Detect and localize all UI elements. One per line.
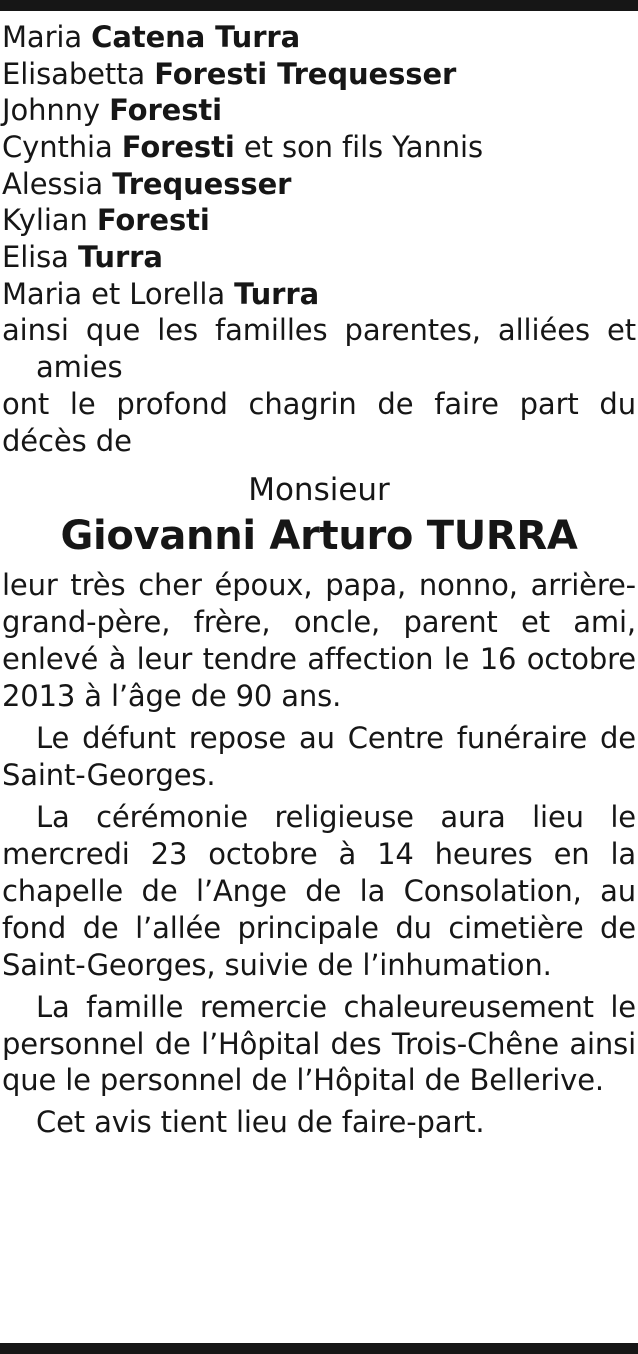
- honorific: Monsieur: [248, 471, 390, 508]
- list-item: [2, 239, 636, 276]
- relation-paragraph: leur très cher époux, papa, nonno, arrière-grand-père, frère, oncle, parent et ami, enlevé à leur tendre affection le 16 octobre 2013 à l’âge de 90 ans.: [2, 567, 636, 713]
- list-item: [2, 166, 636, 203]
- survivor-first-name: Maria: [2, 20, 92, 54]
- announcement-line: ont le profond chagrin de faire part du décès de: [2, 387, 636, 458]
- survivor-family-name: Foresti Trequesser: [154, 56, 457, 91]
- survivor-family-name: Trequesser: [112, 166, 292, 201]
- survivor-family-name: Turra: [234, 276, 320, 311]
- list-item: [2, 276, 636, 313]
- survivor-family-name: Foresti: [109, 93, 223, 128]
- repose-paragraph: Le défunt repose au Centre funéraire de Saint-Georges.: [2, 720, 636, 792]
- survivor-first-name: Elisa: [2, 240, 78, 275]
- survivor-suffix: et son fils Yannis: [234, 130, 483, 165]
- list-item: [2, 202, 636, 239]
- survivor-first-name: Elisabetta: [2, 56, 155, 91]
- closing-paragraph: Cet avis tient lieu de faire-part.: [36, 1105, 485, 1140]
- survivor-family-name: Foresti: [96, 203, 210, 238]
- survivor-family-name: Catena Turra: [91, 20, 301, 54]
- survivor-first-name: Maria et Lorella: [2, 276, 235, 311]
- survivors-list: [2, 19, 636, 312]
- list-item: [2, 92, 636, 129]
- survivor-first-name: Johnny: [2, 93, 110, 128]
- survivor-first-name: Alessia: [2, 166, 113, 201]
- top-rule: [0, 0, 638, 11]
- notice-body: [0, 11, 638, 1343]
- ceremony-paragraph: La cérémonie religieuse aura lieu le mercredi 23 octobre à 14 heures en la chapelle de l’Ange de la Consolation, au fond de l’allée principale du cimetière de Saint-Georges, suivie de l’inhumation.: [2, 799, 636, 982]
- list-item: [2, 129, 636, 166]
- bottom-rule: [0, 1343, 638, 1354]
- deceased-name: Giovanni Arturo TURRA: [60, 512, 578, 559]
- list-item: [2, 56, 636, 93]
- list-item: [2, 19, 636, 56]
- survivor-first-name: Cynthia: [2, 130, 122, 165]
- survivor-first-name: Kylian: [2, 203, 97, 238]
- thanks-paragraph: La famille remercie chaleureusement le personnel de l’Hôpital des Trois-Chêne ainsi que le personnel de l’Hôpital de Bellerive.: [2, 989, 636, 1098]
- families-line: ainsi que les familles parentes, alliées et amies: [2, 313, 636, 385]
- survivor-family-name: Turra: [77, 240, 163, 275]
- survivor-family-name: Foresti: [121, 130, 235, 165]
